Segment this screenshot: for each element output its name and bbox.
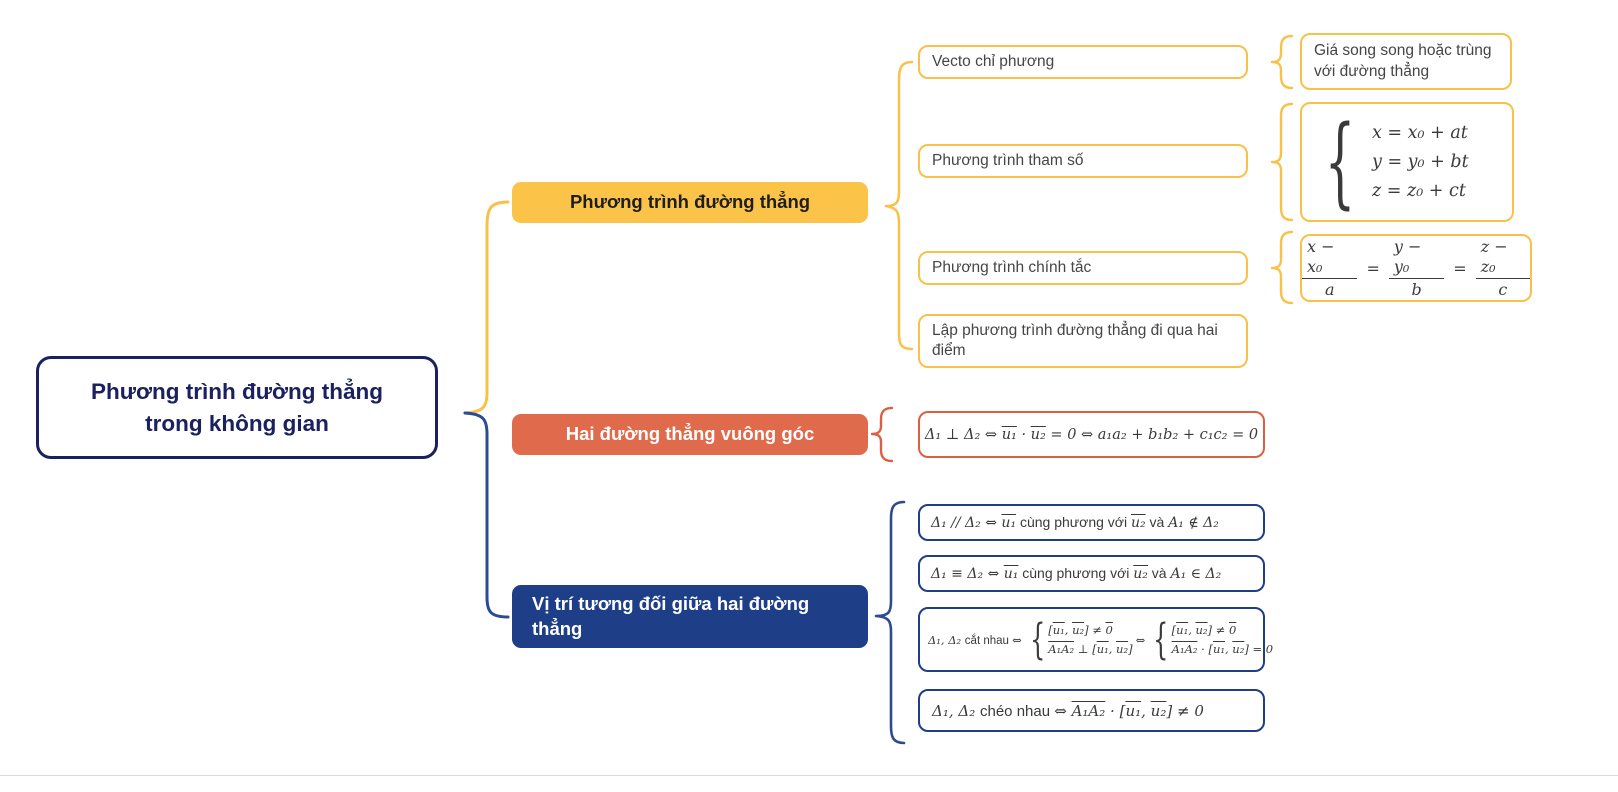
parametric-line-z: z = z₀ + ct [1372,181,1466,201]
parametric-system [1302,103,1469,220]
formula-perpendicular [918,411,1265,458]
intersect-arrow: ⇔ [1135,632,1146,647]
intersect-case-2 [1148,615,1274,664]
equals-sign: = [1453,258,1467,278]
intersect-case1-line2: A₁A₂ ⊥ [u₁, u₂] [1048,642,1133,656]
equals-sign: = [1366,258,1380,278]
formula-parallel [918,504,1265,541]
brace-root-to-lower-branches [465,413,508,617]
brace-parametric [1272,104,1292,220]
case-brace-glyph: { [1153,615,1169,664]
node-line-equation-label: Phương trình đường thẳng [569,191,811,213]
fraction-y: $\frac{\text{y − y₀}}{b}$ [1389,237,1444,300]
intersect-label: Δ₁, Δ₂ cắt nhau ⇔ [928,632,1022,647]
brace-relative-position [876,502,904,743]
note-vector-direction: Giá song song hoặc trùng với đường thẳng [1300,33,1512,90]
skew-formula: Δ₁, Δ₂ chéo nhau ⇔ A₁A₂ · [u₁, u₂] ≠ 0 [932,701,1204,720]
topic-canonical-equation: Phương trình chính tắc [918,251,1248,285]
root-node-label: Phương trình đường thẳng trong không gian [90,378,384,436]
node-relative-position-label: Vị trí tương đối giữa hai đường thẳng [532,593,810,639]
node-perpendicular-lines [512,414,868,455]
perpendicular-formula: Δ₁ ⊥ Δ₂ ⇔ u₁ · u₂ = 0 ⇔ a₁a₂ + b₁b₂ + c₁c₂ = 0 [924,426,1259,443]
formula-coincident [918,555,1265,592]
intersect-case2-line2: A₁A₂ · [u₁, u₂] = 0 [1171,642,1274,656]
parametric-line-x: x = x₀ + at [1372,123,1468,143]
brace-perpendicular [872,408,892,461]
node-perpendicular-lines-label: Hai đường thẳng vuông góc [565,423,815,445]
root-node [36,356,438,459]
brace-vector-note [1272,36,1292,88]
intersect-case1-line1: [u₁, u₂] ≠ 0 [1048,623,1113,637]
intersect-case2-line1: [u₁, u₂] ≠ 0 [1171,623,1237,637]
formula-parametric [1300,102,1514,222]
formula-skew [918,689,1265,732]
brace-canonical [1272,232,1292,303]
canonical-equation [1302,237,1530,300]
bottom-divider [0,775,1618,776]
formula-intersect [918,607,1274,672]
node-relative-position [512,585,868,648]
system-brace-glyph: { [1324,103,1356,220]
topic-two-points: Lập phương trình đường thẳng đi qua hai điểm [918,314,1248,368]
case-brace-glyph: { [1029,615,1046,664]
node-line-equation [512,182,868,223]
brace-line-equation-children [886,62,912,349]
topic-vector-direction: Vecto chỉ phương [918,45,1248,79]
brace-root-to-line-equation [465,202,508,413]
topic-parametric-equation: Phương trình tham số [918,144,1248,178]
fraction-x: $\frac{\text{x − x₀}}{a}$ [1302,237,1357,300]
coincident-formula: Δ₁ ≡ Δ₂ ⇔ u₁ cùng phương với u₂ và A₁ ∈ Δ₂ [931,565,1222,582]
fraction-z: $\frac{\text{z − z₀}}{c}$ [1476,237,1530,300]
parallel-formula: Δ₁ // Δ₂ ⇔ u₁ cùng phương với u₂ và A₁ ∉ Δ₂ [931,514,1219,531]
intersect-formula [928,615,1274,664]
parametric-line-y: y = y₀ + bt [1372,152,1469,172]
intersect-case-1 [1025,615,1133,664]
formula-canonical [1300,234,1532,302]
